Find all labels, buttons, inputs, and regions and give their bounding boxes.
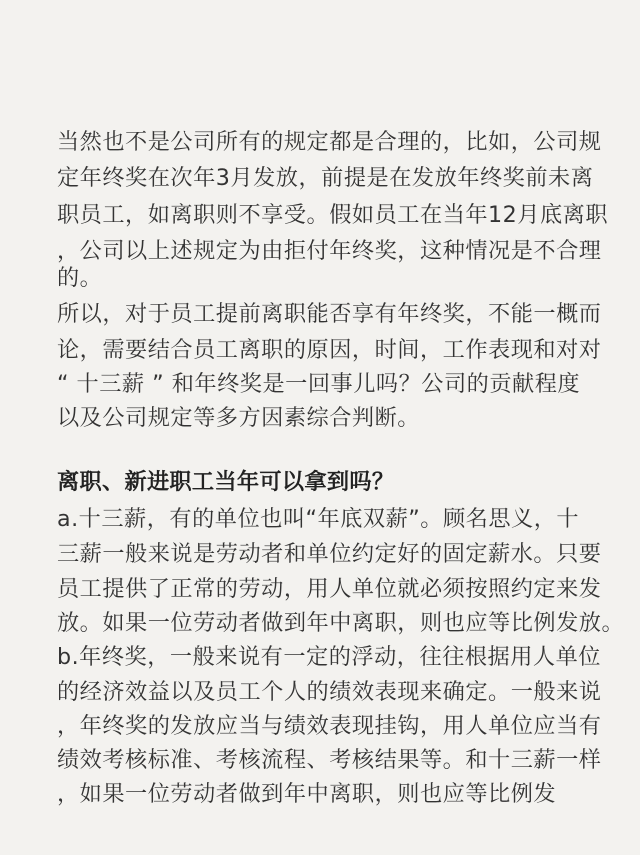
section-line-5: b.年终奖，一般来说有一定的浮动，往往根据用人单位 (57, 644, 601, 670)
paragraph-1-line-4: ，公司以上述规定为由拒付年终奖，这种情况是不合理 (57, 238, 602, 264)
paragraph-2-line-1: 所以，对于员工提前离职能否享有年终奖，不能一概而 (57, 301, 602, 327)
section-line-6: 的经济效益以及员工个人的绩效表现来确定。一般来说 (57, 679, 602, 705)
section-heading: 离职、新进职工当年可以拿到吗？ (57, 469, 395, 495)
paragraph-1-line-5: 的。 (57, 265, 103, 291)
section-line-2: 三薪一般来说是劳动者和单位约定好的固定薪水。只要 (57, 541, 602, 567)
paragraph-2-line-2: 论，需要结合员工离职的原因，时间，工作表现和对对 (57, 337, 602, 363)
section-line-8: 绩效考核标准、考核流程、考核结果等。和十三薪一样 (57, 747, 602, 773)
paragraph-1-line-1: 当然也不是公司所有的规定都是合理的，比如，公司规 (57, 129, 602, 155)
section-line-9: ，如果一位劳动者做到年中离职，则也应等比例发 (57, 781, 557, 807)
section-line-7: ，年终奖的发放应当与绩效表现挂钩，用人单位应当有 (57, 713, 602, 739)
section-line-3: 员工提供了正常的劳动，用人单位就必须按照约定来发 (57, 576, 602, 602)
section-line-4: 放。如果一位劳动者做到年中离职，则也应等比例发放。 (57, 610, 625, 636)
paragraph-2-line-4: 以及公司规定等多方因素综合判断。 (57, 405, 420, 431)
paragraph-1-line-3: 职员工，如离职则不享受。假如员工在当年12月底离职 (57, 202, 609, 228)
paragraph-1-line-2: 定年终奖在次年3月发放，前提是在发放年终奖前未离 (57, 165, 594, 191)
section-line-1: a.十三薪，有的单位也叫“年底双薪”。顾名思义，十 (57, 506, 580, 532)
paragraph-2-line-3: “ 十三薪 ” 和年终奖是一回事儿吗？公司的贡献程度 (57, 371, 581, 397)
